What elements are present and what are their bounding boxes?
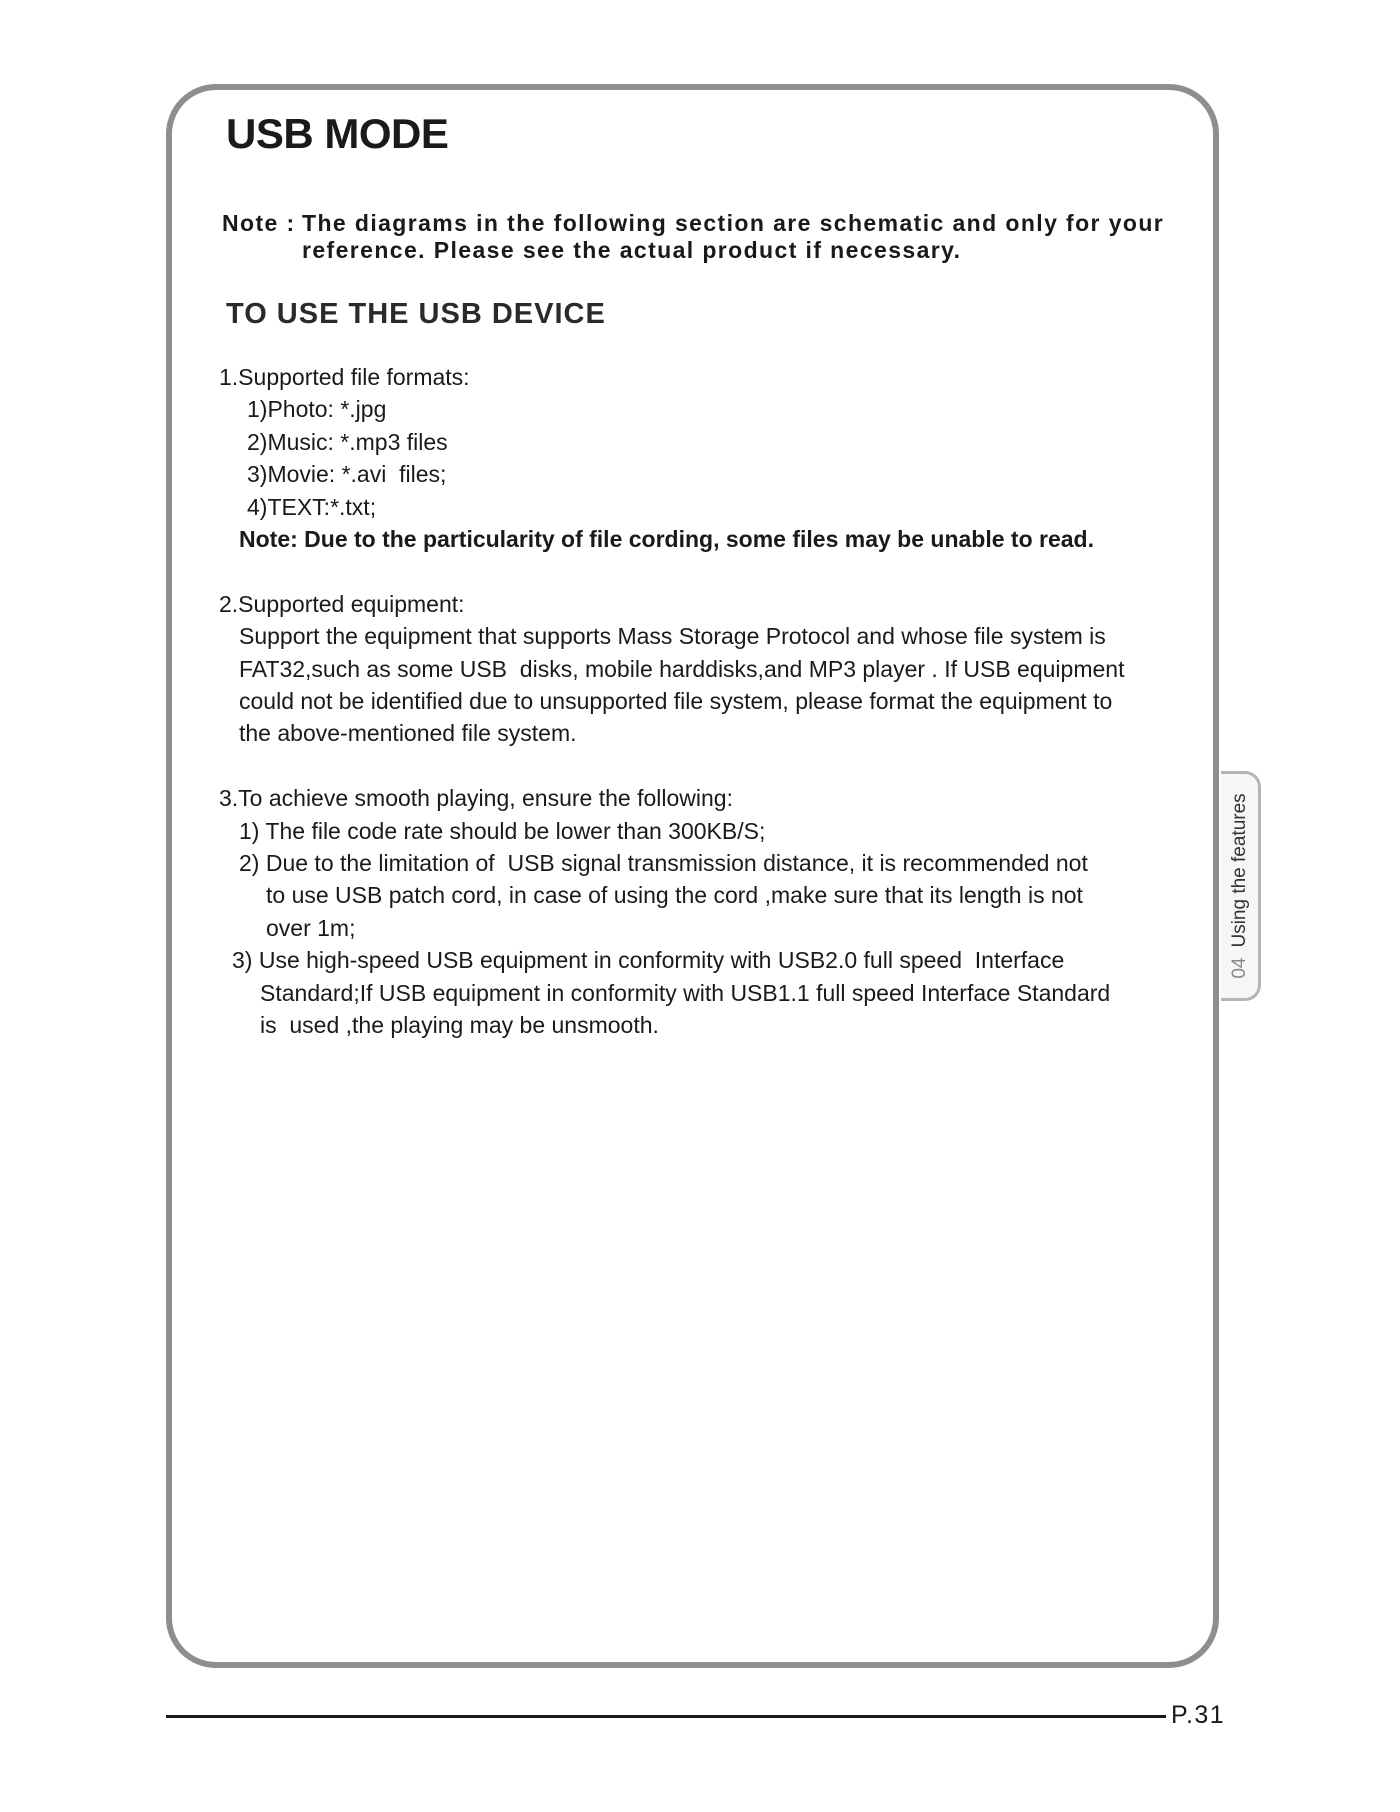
note-block (222, 210, 1192, 264)
equipment-line-3: could not be identified due to unsupported file system, please format the equipment to (239, 688, 1113, 715)
playing-item-3-line-1: 3) Use high-speed USB equipment in conformity with USB2.0 full speed Interface (232, 947, 1065, 974)
body-text (219, 361, 1179, 1042)
equipment-line-1: Support the equipment that supports Mass Storage Protocol and whose file system is (239, 623, 1106, 650)
playing-item-2-line-3: over 1m; (266, 914, 356, 941)
side-tab-text (1229, 793, 1251, 978)
note-line-1: The diagrams in the following section are schematic and only for your (302, 210, 1165, 236)
side-tab-number: 04 (1228, 957, 1250, 979)
format-item-movie: 3)Movie: *.avi files; (247, 461, 447, 488)
page-title: USB MODE (226, 110, 449, 157)
playing-item-3-line-3: is used ,the playing may be unsmooth. (260, 1012, 659, 1039)
equipment-line-4: the above-mentioned file system. (239, 720, 577, 747)
formats-note: Note: Due to the particularity of file cording, some files may be unable to read. (239, 526, 1094, 553)
page-number: P.31 (1171, 1701, 1226, 1729)
formats-heading: 1.Supported file formats: (219, 364, 470, 390)
section-heading: TO USE THE USB DEVICE (226, 298, 606, 330)
playing-item-1: 1) The file code rate should be lower than 300KB/S; (239, 817, 766, 844)
spacer (219, 750, 1179, 782)
chapter-side-tab (1221, 771, 1261, 1001)
footer-rule (166, 1715, 1166, 1718)
format-item-music: 2)Music: *.mp3 files (247, 428, 448, 455)
equipment-line-2: FAT32,such as some USB disks, mobile harddisks,and MP3 player . If USB equipment (239, 655, 1125, 682)
format-item-text: 4)TEXT:*.txt; (247, 493, 377, 520)
note-label: Note : (222, 210, 296, 236)
playing-item-3-line-2: Standard;If USB equipment in conformity with USB1.1 full speed Interface Standard (260, 979, 1111, 1006)
spacer (219, 555, 1179, 587)
playing-heading: 3.To achieve smooth playing, ensure the following: (219, 785, 733, 812)
format-item-photo: 1)Photo: *.jpg (247, 396, 387, 423)
note-line-2: reference. Please see the actual product if necessary. (302, 237, 962, 263)
side-tab-label: Using the features (1228, 793, 1250, 948)
playing-item-2-line-2: to use USB patch cord, in case of using the cord ,make sure that its length is not (266, 882, 1083, 909)
playing-item-2-line-1: 2) Due to the limitation of USB signal transmission distance, it is recommended not (239, 850, 1088, 877)
equipment-heading: 2.Supported equipment: (219, 590, 465, 617)
